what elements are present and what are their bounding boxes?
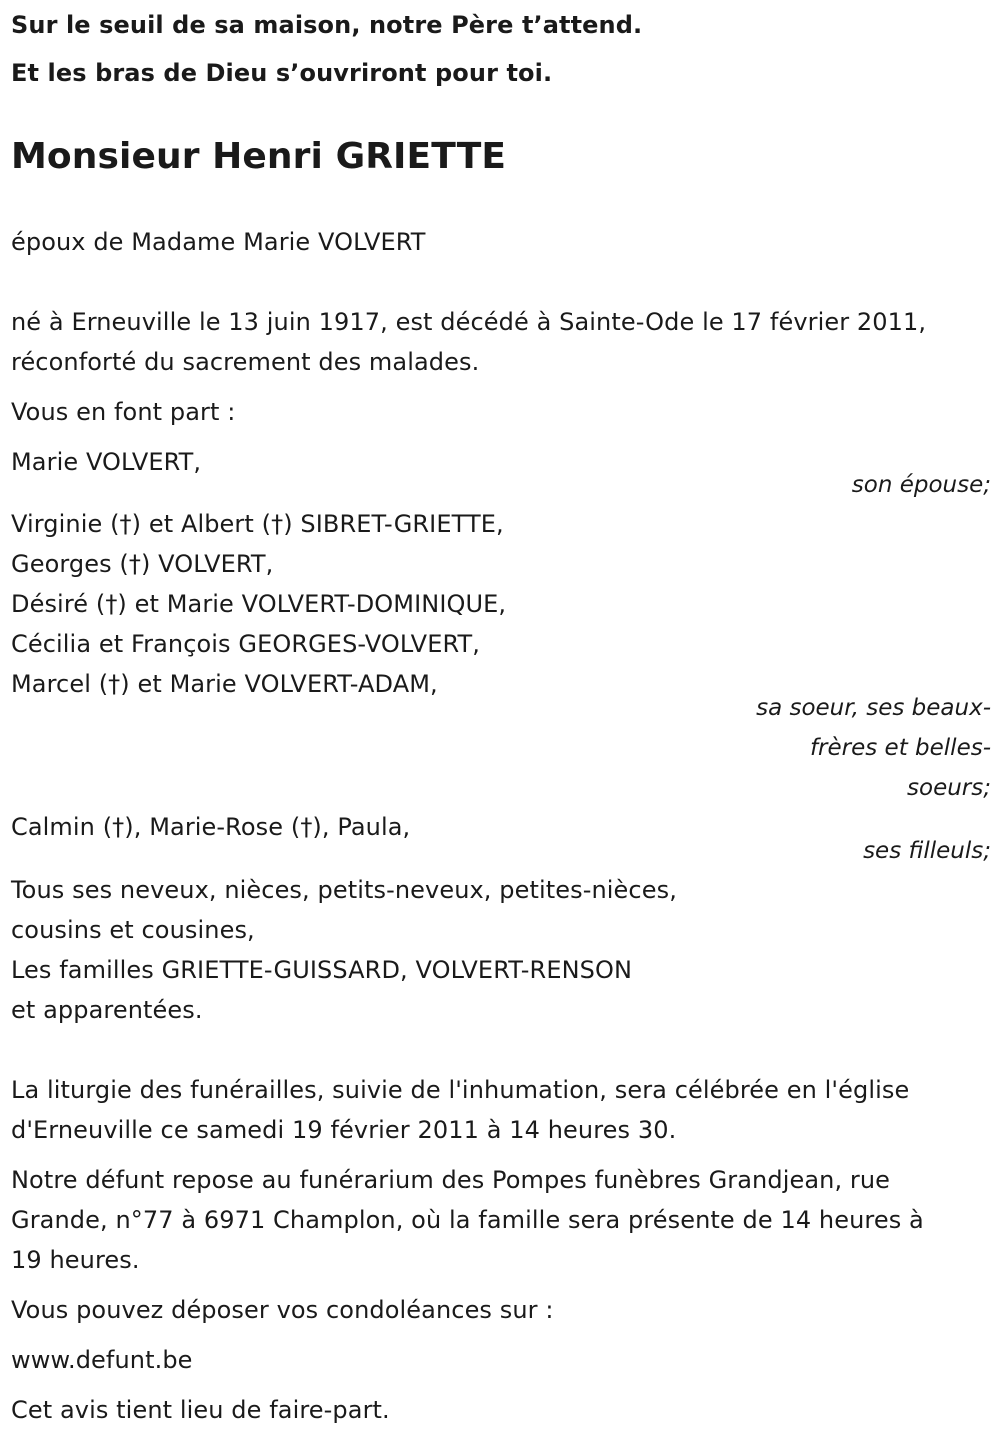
deceased-name: Monsieur Henri GRIETTE	[11, 136, 507, 177]
family-others-2: cousins et cousines,	[11, 916, 255, 944]
condolences-website-link[interactable]: www.defunt.be	[11, 1346, 193, 1374]
family-sibling-4: Cécilia et François GEORGES-VOLVERT,	[11, 630, 480, 658]
family-spouse-name: Marie VOLVERT,	[11, 448, 202, 476]
epigraph-line-1: Sur le seuil de sa maison, notre Père t’attend.	[11, 11, 643, 39]
birth-death-line-2: réconforté du sacrement des malades.	[11, 348, 480, 376]
funeral-line-2: d'Erneuville ce samedi 19 février 2011 à 14 heures 30.	[11, 1116, 677, 1144]
spouse-line: époux de Madame Marie VOLVERT	[11, 228, 426, 256]
viewing-line-1: Notre défunt repose au funérarium des Pompes funèbres Grandjean, rue	[11, 1166, 891, 1194]
family-sibling-3: Désiré (†) et Marie VOLVERT-DOMINIQUE,	[11, 590, 507, 618]
viewing-line-3: 19 heures.	[11, 1246, 140, 1274]
family-godchildren-role: ses filleuls;	[863, 838, 991, 864]
family-others-1: Tous ses neveux, nièces, petits-neveux, petites-nièces,	[11, 876, 677, 904]
family-godchildren: Calmin (†), Marie-Rose (†), Paula,	[11, 813, 411, 841]
family-siblings-role-3: soeurs;	[907, 775, 991, 801]
family-others-3: Les familles GRIETTE-GUISSARD, VOLVERT-RENSON	[11, 956, 633, 984]
closing-note: Cet avis tient lieu de faire-part.	[11, 1396, 390, 1424]
family-sibling-5: Marcel (†) et Marie VOLVERT-ADAM,	[11, 670, 438, 698]
viewing-line-2: Grande, n°77 à 6971 Champlon, où la famille sera présente de 14 heures à	[11, 1206, 924, 1234]
family-spouse-role: son épouse;	[851, 472, 991, 498]
funeral-line-1: La liturgie des funérailles, suivie de l'inhumation, sera célébrée en l'église	[11, 1076, 910, 1104]
family-siblings-role-1: sa soeur, ses beaux-	[756, 695, 991, 721]
family-sibling-2: Georges (†) VOLVERT,	[11, 550, 274, 578]
announcement-intro: Vous en font part :	[11, 398, 236, 426]
condolences-intro: Vous pouvez déposer vos condoléances sur :	[11, 1296, 554, 1324]
family-siblings-role-2: frères et belles-	[809, 735, 991, 761]
birth-death-line-1: né à Erneuville le 13 juin 1917, est décédé à Sainte-Ode le 17 février 2011,	[11, 308, 927, 336]
epigraph-line-2: Et les bras de Dieu s’ouvriront pour toi.	[11, 59, 553, 87]
family-others-4: et apparentées.	[11, 996, 203, 1024]
family-sibling-1: Virginie (†) et Albert (†) SIBRET-GRIETTE,	[11, 510, 504, 538]
